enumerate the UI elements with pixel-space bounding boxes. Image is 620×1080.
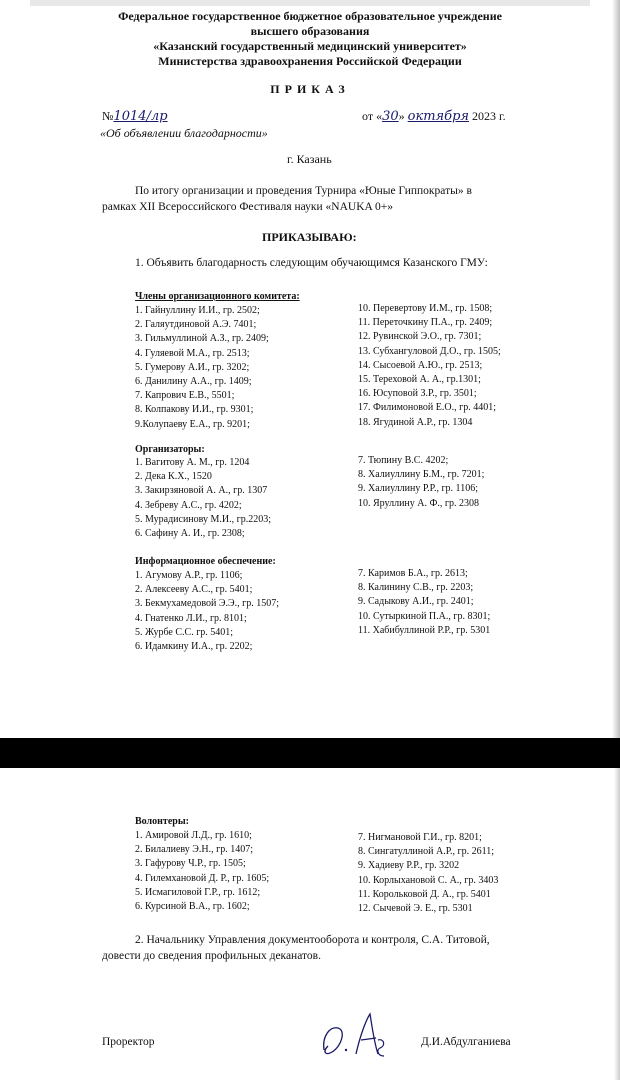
volunteers-heading: Волонтеры:: [135, 816, 189, 827]
list-item: 3. Гафурову Ч.Р., гр. 1505;: [135, 858, 246, 870]
header-line-2: высшего образования: [250, 24, 370, 38]
list-item: 9. Халиуллину Р.Р., гр. 1106;: [358, 483, 478, 495]
list-item: 4. Гуляевой М.А., гр. 2513;: [135, 347, 250, 359]
list-item: 11. Корольковой Д. А., гр. 5401: [358, 888, 491, 900]
list-item: 13. Субхангуловой Д.О., гр. 1505;: [358, 345, 501, 357]
list-item: 9. Хадиеву Р.Р., гр. 3202: [358, 860, 460, 872]
header-line-1: Федеральное государственное бюджетное образовательное учреждение: [118, 9, 502, 23]
date-day: 30: [382, 109, 399, 124]
list-item: 2. Дека К.Х., 1520: [135, 471, 212, 483]
list-item: 14. Сысоевой А.Ю., гр. 2513;: [358, 359, 483, 371]
list-item: 2. Алексееву А.С., гр. 5401;: [135, 584, 253, 596]
item-1: 1. Объявить благодарность следующим обучающимся Казанского ГМУ:: [135, 257, 488, 269]
signature-mark: [316, 1006, 396, 1064]
committee-heading: Члены организационного комитета:: [135, 291, 300, 302]
list-item: 6. Идамкину И.А., гр. 2202;: [135, 641, 253, 653]
page-2-edge-shadow: [614, 768, 620, 1080]
date-prefix: от «: [362, 109, 383, 123]
list-item: 10. Корлыхановой С. А., гр. 3403: [358, 874, 499, 886]
volunteers-list-right: [358, 831, 498, 916]
order-title: ПРИКАЗ: [270, 82, 350, 96]
list-item: 7. Каримов Б.А., гр. 2613;: [358, 568, 468, 579]
list-item: 6. Курсиной В.А., гр. 1602;: [135, 901, 250, 913]
list-item: 5. Исмагиловой Г.Р., гр. 1612;: [135, 886, 261, 898]
list-item: 4. Гилемхановой Д. Р., гр. 1605;: [135, 872, 270, 884]
list-item: 17. Филимоновой Е.О., гр. 4401;: [358, 402, 496, 414]
header-line-4: Министерства здравоохранения Российской Федерации: [158, 54, 462, 68]
list-item: 9.Колупаеву Е.А., гр. 9201;: [135, 418, 250, 430]
page-edge-shadow: [612, 0, 620, 738]
list-item: 8. Халиуллину Б.М., гр. 7201;: [358, 469, 485, 481]
list-item: 9. Садыкову А.И., гр. 2401;: [358, 596, 474, 608]
list-item: 1. Вагитову А. М., гр. 1204: [135, 457, 250, 468]
list-item: 6. Данилину А.А., гр. 1409;: [135, 376, 252, 388]
list-item: 15. Тереховой А. А., гр.1301;: [358, 374, 481, 386]
list-item: 12. Рувинской Э.О., гр. 7301;: [358, 331, 482, 343]
order-subject: «Об объявлении благодарности»: [100, 126, 268, 140]
list-item: 10. Яруллину А. Ф., гр. 2308: [358, 497, 480, 509]
item-2-line-1: 2. Начальнику Управления документооборота и контроля, С.А. Титовой,: [135, 934, 490, 946]
list-item: 3. Гильмуллиной А.З., гр. 2409;: [135, 333, 269, 345]
list-item: 8. Колпакову И.И., гр. 9301;: [135, 404, 254, 416]
order-number-prefix: №: [102, 109, 114, 123]
signature-position: Проректор: [102, 1036, 155, 1048]
list-item: 10. Перевертову И.М., гр. 1508;: [358, 303, 493, 314]
signature-name: Д.И.Абдулганиева: [421, 1036, 511, 1048]
header-line-3: «Казанский государственный медицинский университет»: [153, 39, 467, 53]
list-item: 7. Тюпину В.С. 4202;: [358, 455, 449, 466]
top-edge: [30, 0, 590, 6]
item-2-line-2: довести до сведения профильных деканатов.: [102, 950, 321, 962]
document-page-2: [0, 768, 620, 1080]
preamble-line-1: По итогу организации и проведения Турнира «Юные Гиппократы» в: [135, 185, 472, 197]
list-item: 3. Закирзяновой А. А., гр. 1307: [135, 485, 268, 497]
committee-list-right: [358, 302, 501, 430]
info-list-left: [135, 569, 279, 654]
organizers-heading: Организаторы:: [135, 444, 205, 455]
date-month: октября: [407, 109, 470, 124]
info-list-right: [358, 567, 490, 638]
list-item: 18. Ягудиной А.Р., гр. 1304: [358, 416, 473, 428]
page-separator: [0, 738, 620, 768]
signature-handwritten: Д. Абд: [316, 1006, 319, 1007]
list-item: 5. Гумерову А.И., гр. 3202;: [135, 361, 250, 373]
list-item: 1. Амировой Л.Д., гр. 1610;: [135, 830, 252, 841]
organizers-list-left: [135, 456, 271, 541]
list-item: 5. Мурадисинову М.И., гр.2203;: [135, 513, 272, 525]
order-number: [102, 109, 168, 124]
list-item: 7. Капрович Е.В., 5501;: [135, 390, 235, 402]
list-item: 12. Сычевой Э. Е., гр. 5301: [358, 903, 473, 915]
order-number-handwritten: 1014/лр: [113, 109, 168, 124]
signature-scribble: [316, 1006, 396, 1064]
date-mid: »: [398, 109, 405, 123]
list-item: 8. Сингатуллиной А.Р., гр. 2611;: [358, 846, 495, 858]
list-item: 11. Переточкину П.А., гр. 2409;: [358, 317, 493, 329]
date-year: 2023 г.: [472, 109, 506, 123]
list-item: 8. Калинину С.В., гр. 2203;: [358, 582, 474, 594]
city: г. Казань: [287, 152, 332, 166]
list-item: 7. Нигмановой Г.И., гр. 8201;: [358, 832, 482, 843]
info-heading: Информационное обеспечение:: [135, 556, 276, 567]
list-item: 2. Галяутдиновой А.Э. 7401;: [135, 319, 257, 331]
list-item: 4. Зебреву А.С., гр. 4202;: [135, 499, 242, 511]
list-item: 1. Агумову А.Р., гр. 1106;: [135, 570, 243, 581]
list-item: 4. Гнатенко Л.И., гр. 8101;: [135, 612, 247, 624]
committee-list-left: [135, 304, 269, 432]
list-item: 1. Гайнуллину И.И., гр. 2502;: [135, 305, 260, 316]
list-item: 3. Бекмухамедовой Э.Э., гр. 1507;: [135, 598, 279, 610]
organizers-list-right: [358, 454, 484, 511]
directive: ПРИКАЗЫВАЮ:: [262, 230, 357, 244]
volunteers-list-left: [135, 829, 269, 914]
preamble-line-2: рамках XII Всероссийского Фестиваля науки «NAUKA 0+»: [102, 201, 394, 213]
order-date: [362, 109, 506, 124]
list-item: 2. Билалиеву Э.Н., гр. 1407;: [135, 844, 253, 856]
list-item: 16. Юсуповой З.Р., гр. 3501;: [358, 388, 477, 400]
list-item: 5. Журбе С.С. гр. 5401;: [135, 626, 234, 638]
list-item: 6. Сафину А. И., гр. 2308;: [135, 528, 245, 540]
list-item: 11. Хабибуллиной Р.Р., гр. 5301: [358, 624, 491, 636]
list-item: 10. Сутыркиной П.А., гр. 8301;: [358, 610, 491, 622]
